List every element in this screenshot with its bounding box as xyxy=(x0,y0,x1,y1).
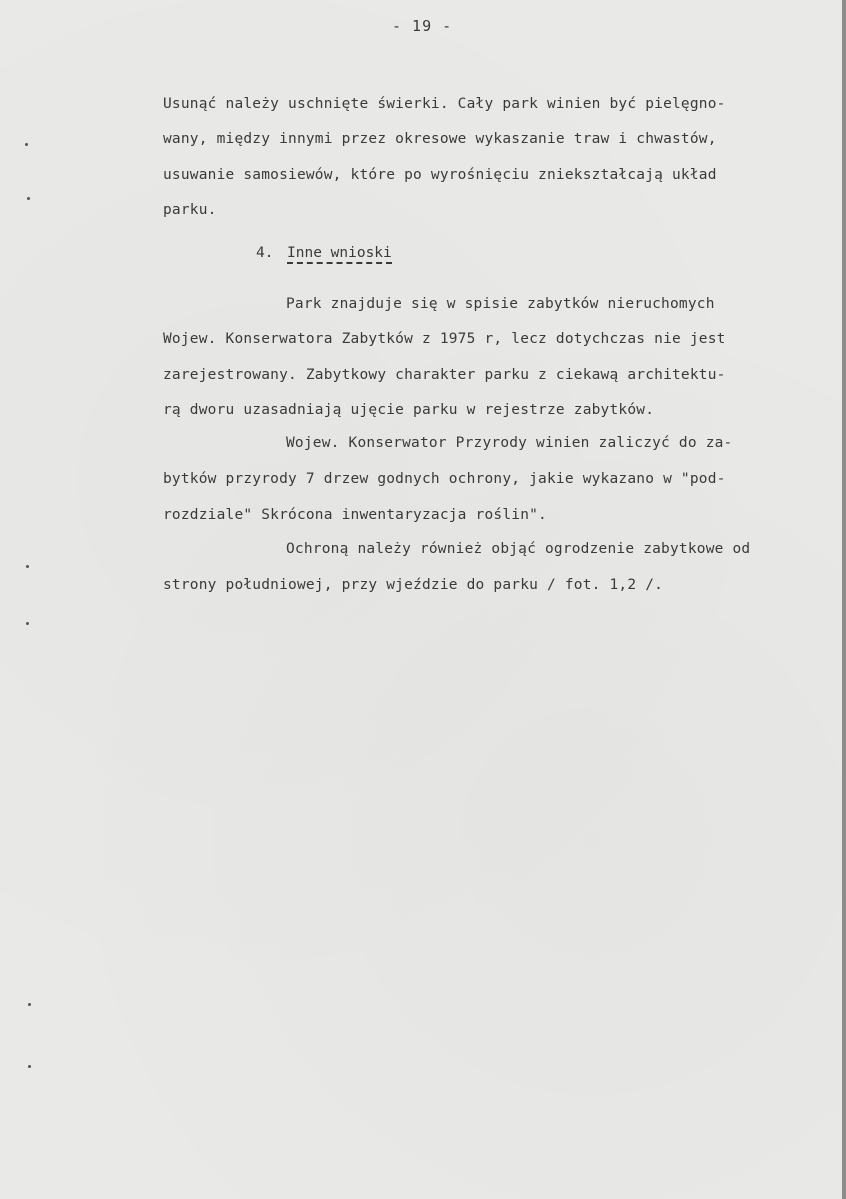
paragraph-4-line-2: strony południowej, przy wjeździe do parku / fot. 1,2 /. xyxy=(163,577,664,593)
paragraph-2-line-4: rą dworu uzasadniają ujęcie parku w rejestrze zabytków. xyxy=(163,402,655,418)
paragraph-3-line-1: Wojew. Konserwator Przyrody winien zaliczyć do za- xyxy=(286,435,733,451)
margin-speck xyxy=(26,622,29,625)
page-number: - 19 - xyxy=(392,17,453,35)
section-number: 4. xyxy=(256,245,274,261)
paragraph-3-line-2: bytków przyrody 7 drzew godnych ochrony, jakie wykazano w "pod- xyxy=(163,471,726,487)
page-edge-shadow xyxy=(842,0,846,1199)
paragraph-1-line-3: usuwanie samosiewów, które po wyrośnięciu zniekształcają układ xyxy=(163,167,717,183)
paragraph-1-line-1: Usunąć należy uschnięte świerki. Cały park winien być pielęgno- xyxy=(163,96,726,112)
paragraph-2-line-2: Wojew. Konserwatora Zabytków z 1975 r, lecz dotychczas nie jest xyxy=(163,331,726,347)
paragraph-1-line-4: parku. xyxy=(163,202,217,218)
margin-speck xyxy=(25,143,28,146)
margin-speck xyxy=(28,1003,31,1006)
paragraph-2-line-1: Park znajduje się w spisie zabytków nieruchomych xyxy=(286,296,715,312)
paragraph-2-line-3: zarejestrowany. Zabytkowy charakter parku z ciekawą architektu- xyxy=(163,367,726,383)
paragraph-1-line-2: wany, między innymi przez okresowe wykaszanie traw i chwastów, xyxy=(163,131,717,147)
margin-speck xyxy=(26,565,29,568)
margin-speck xyxy=(27,197,30,200)
margin-speck xyxy=(28,1065,31,1068)
section-title: Inne wnioski xyxy=(287,245,392,264)
paragraph-3-line-3: rozdziale" Skrócona inwentaryzacja roślin". xyxy=(163,507,547,523)
paragraph-4-line-1: Ochroną należy również objąć ogrodzenie zabytkowe od xyxy=(286,541,751,557)
